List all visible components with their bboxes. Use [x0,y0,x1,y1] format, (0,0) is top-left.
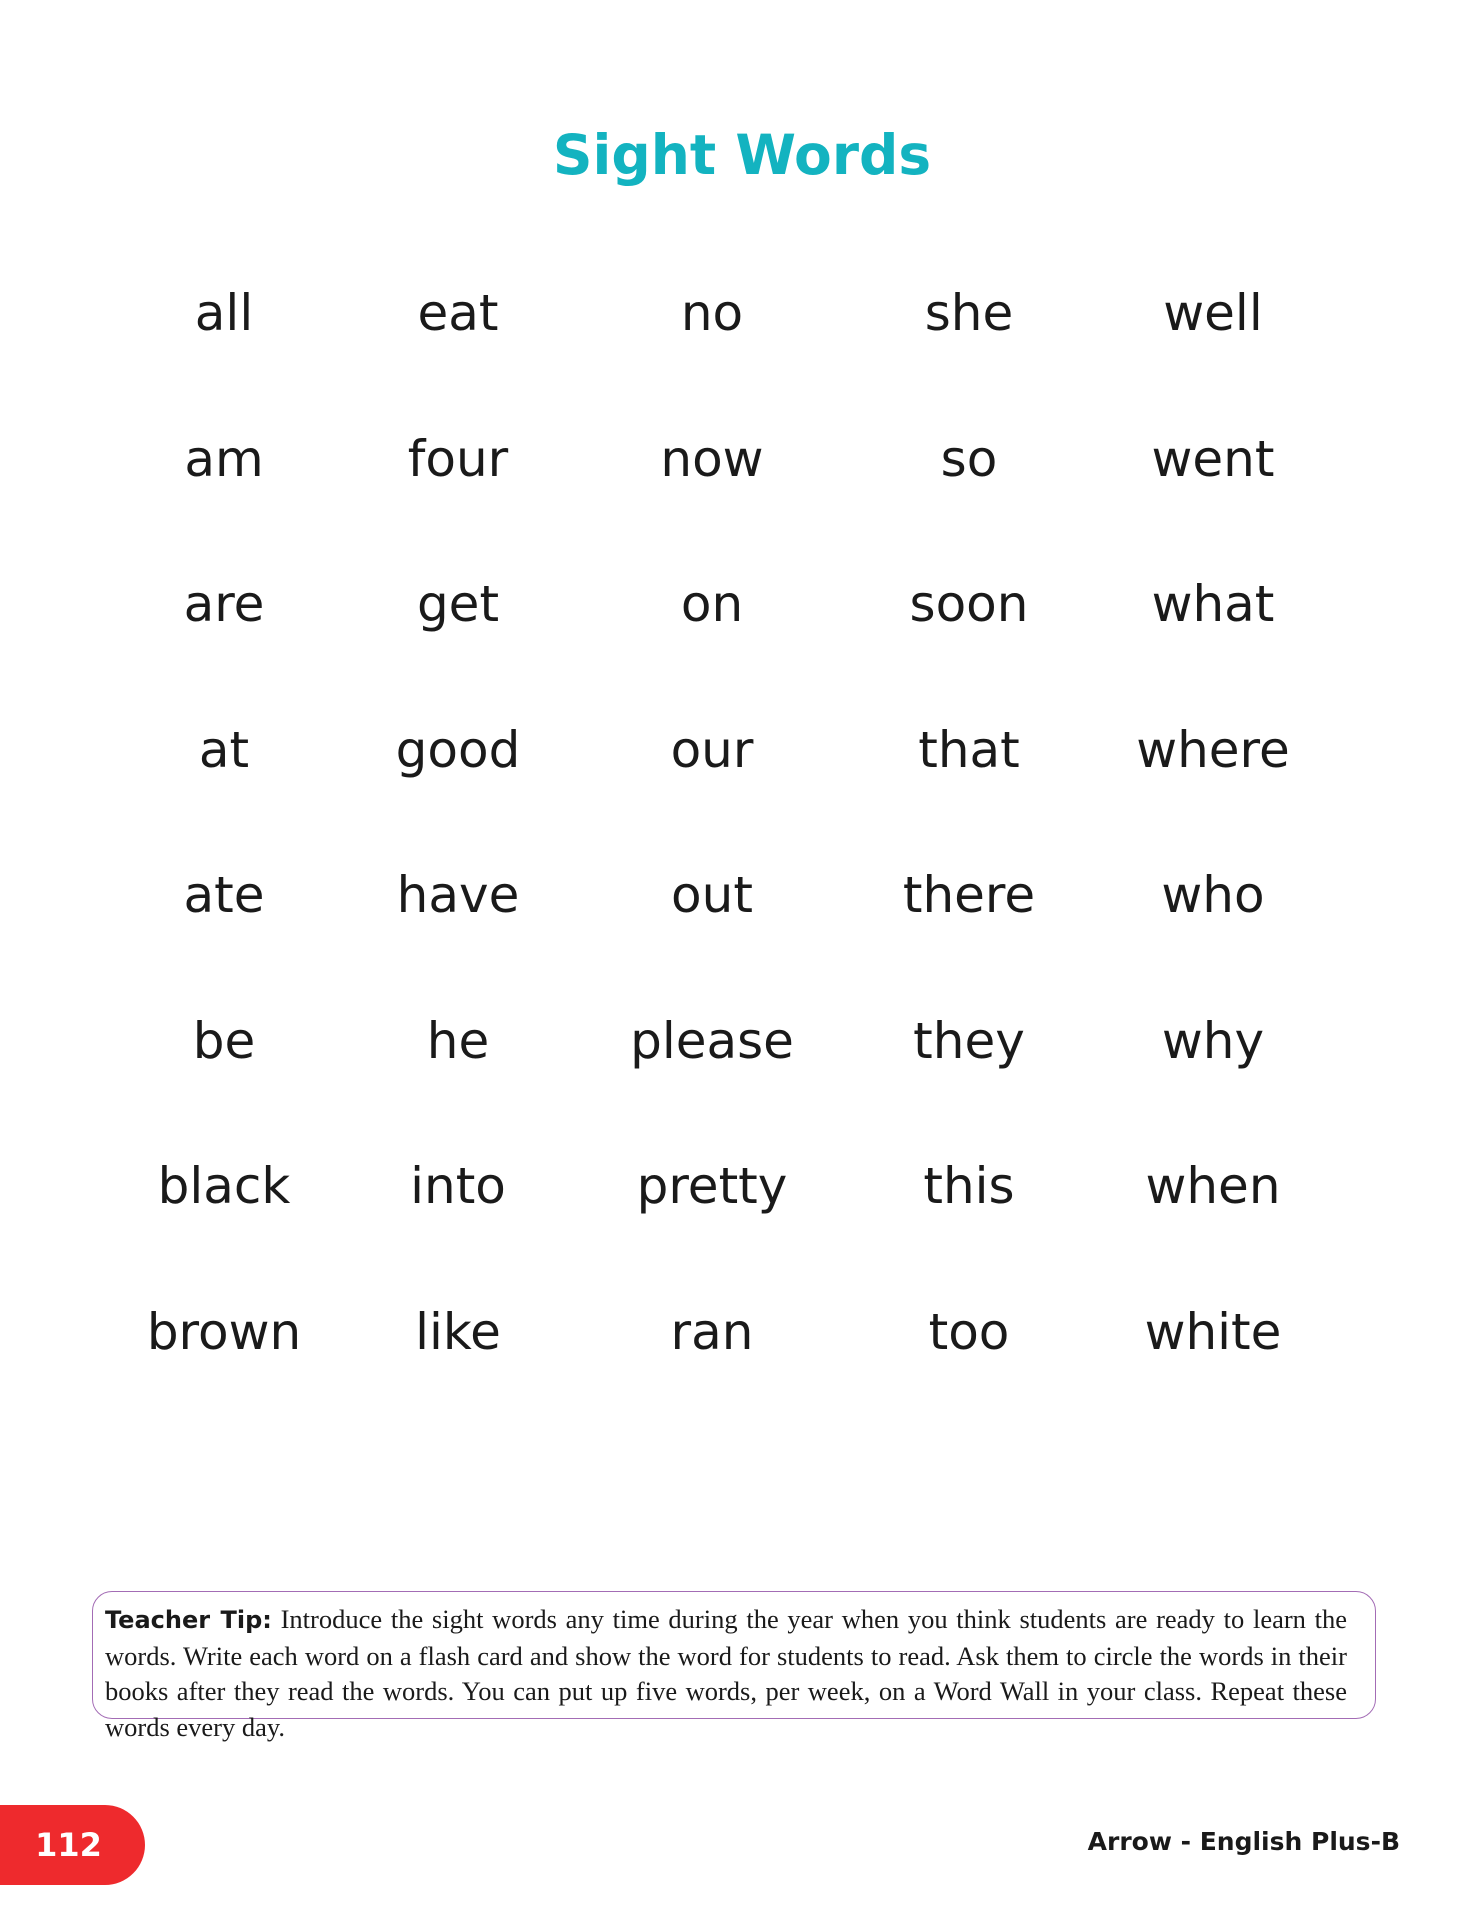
sight-word: into [410,1157,506,1215]
sight-word: brown [146,1302,302,1361]
sight-word: ate [183,866,265,924]
sight-word: our [670,720,754,779]
sight-word: why [1161,1011,1265,1070]
teacher-tip-box [92,1591,1376,1742]
teacher-tip-text: Introduce the sight words any time during the year when you think students are ready to learn the words. Write each word on a flash card and show the word for students to read. Ask them to circle the words in their books after they read the words. You can put up five words, per week, on a Word Wall in your class. Repeat these words every day. [105,1604,1347,1742]
page-number: 112 [35,1826,102,1864]
teacher-tip-label: Teacher Tip: [105,1606,272,1634]
sight-word: too [928,1302,1010,1361]
sight-word: so [940,429,998,488]
sight-word: there [902,866,1036,924]
sight-word: be [192,1011,256,1070]
sight-word: he [426,1011,490,1070]
page-title: Sight Words [552,123,932,187]
sight-word: on [680,575,744,633]
sight-word: am [184,429,264,488]
sight-word: where [1136,720,1290,779]
sight-word: get [416,575,500,633]
sight-word: this [923,1157,1015,1215]
sight-word: pretty [636,1157,788,1215]
sight-word: ran [670,1302,754,1361]
sight-word: good [395,720,521,779]
sight-word: well [1163,284,1263,342]
sight-word: she [924,284,1014,342]
sight-word: four [407,429,509,488]
sight-word: white [1144,1302,1282,1361]
sight-word: all [194,284,254,342]
page-number-tab [0,1805,145,1885]
sight-word: like [415,1302,501,1361]
sight-word: now [660,429,764,488]
sight-words-grid [0,268,1484,1436]
sight-word: are [183,575,265,633]
sight-word: when [1145,1157,1281,1215]
sight-word: they [913,1011,1025,1070]
sight-word: what [1151,575,1275,633]
sight-word: out [671,866,753,924]
sight-word: no [680,284,744,342]
sight-word: that [918,720,1020,779]
sight-word: please [630,1011,794,1070]
book-title-footer: Arrow - English Plus-B [1087,1827,1400,1856]
sight-word: have [396,866,520,924]
sight-word: black [157,1157,291,1215]
sight-word: at [198,720,250,779]
sight-word: went [1151,429,1275,488]
sight-word: eat [417,284,499,342]
sight-word: who [1161,866,1265,924]
sight-word: soon [909,575,1029,633]
